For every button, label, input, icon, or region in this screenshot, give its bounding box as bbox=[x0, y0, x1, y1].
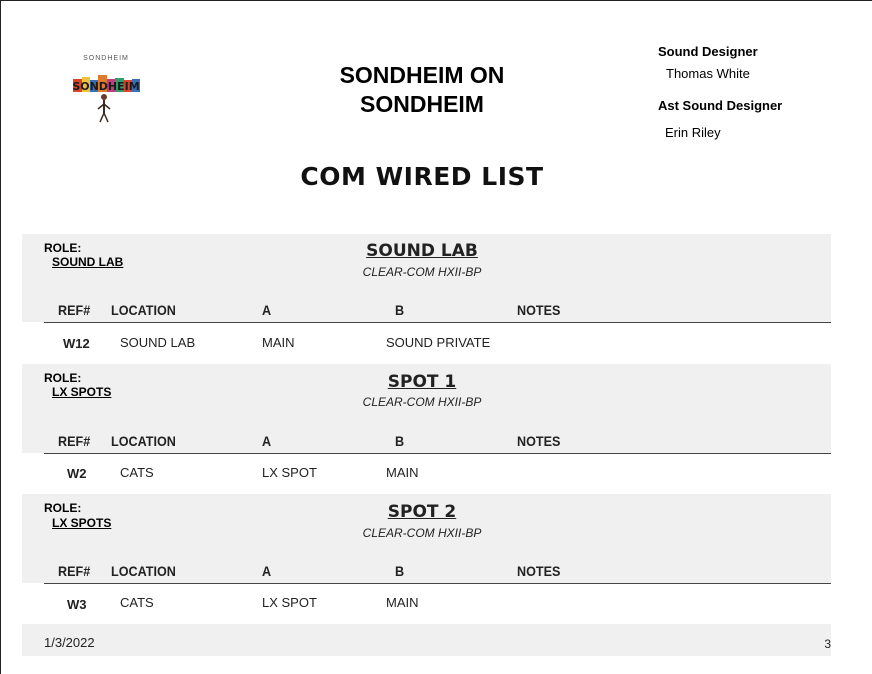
logo-word: SONDHEIM bbox=[72, 80, 140, 93]
column-header-notes: NOTES bbox=[517, 433, 561, 449]
column-header-a: A bbox=[262, 302, 272, 318]
sound-designer-label: Sound Designer bbox=[658, 44, 758, 59]
section-title: SPOT 2 bbox=[387, 502, 457, 522]
page-number: 3 bbox=[824, 637, 831, 651]
row-location: CATS bbox=[120, 465, 154, 480]
row-b: SOUND PRIVATE bbox=[386, 335, 491, 350]
column-header-ref: REF# bbox=[58, 302, 91, 318]
role-value: SOUND LAB bbox=[52, 255, 124, 269]
row-ref: W12 bbox=[63, 336, 90, 351]
row-a: LX SPOT bbox=[262, 595, 317, 610]
footer-date: 1/3/2022 bbox=[44, 635, 95, 650]
column-header-notes: NOTES bbox=[517, 563, 561, 579]
column-header-a: A bbox=[262, 563, 272, 579]
row-b: MAIN bbox=[386, 595, 419, 610]
role-value: LX SPOTS bbox=[52, 516, 112, 530]
header-rule bbox=[44, 583, 831, 584]
show-logo bbox=[67, 55, 145, 125]
footer-band bbox=[22, 624, 831, 656]
header-rule bbox=[44, 453, 831, 454]
asst-designer-name: Erin Riley bbox=[665, 125, 721, 140]
section-device: CLEAR-COM HXII-BP bbox=[362, 395, 482, 409]
column-header-a: A bbox=[262, 433, 272, 449]
row-a: LX SPOT bbox=[262, 465, 317, 480]
role-value: LX SPOTS bbox=[52, 385, 112, 399]
role-label: ROLE: bbox=[44, 371, 82, 385]
row-location: CATS bbox=[120, 595, 154, 610]
column-header-ref: REF# bbox=[58, 433, 91, 449]
section-title: SOUND LAB bbox=[366, 241, 478, 261]
logo-small-text: SONDHEIM bbox=[83, 55, 129, 62]
show-title: SONDHEIM ON SONDHEIM bbox=[339, 62, 505, 117]
list-title: COM WIRED LIST bbox=[300, 162, 544, 191]
column-header-location: LOCATION bbox=[111, 433, 176, 449]
column-header-location: LOCATION bbox=[111, 302, 176, 318]
row-a: MAIN bbox=[262, 335, 295, 350]
section-device: CLEAR-COM HXII-BP bbox=[362, 265, 482, 279]
section-device: CLEAR-COM HXII-BP bbox=[362, 526, 482, 540]
row-location: SOUND LAB bbox=[120, 335, 196, 350]
column-header-ref: REF# bbox=[58, 563, 91, 579]
column-header-b: B bbox=[395, 302, 405, 318]
column-header-location: LOCATION bbox=[111, 563, 176, 579]
column-header-notes: NOTES bbox=[517, 302, 561, 318]
row-b: MAIN bbox=[386, 465, 419, 480]
role-label: ROLE: bbox=[44, 501, 82, 515]
row-ref: W2 bbox=[67, 466, 87, 481]
column-header-b: B bbox=[395, 433, 405, 449]
sound-designer-name: Thomas White bbox=[666, 66, 750, 81]
asst-designer-label: Ast Sound Designer bbox=[658, 98, 783, 113]
column-header-b: B bbox=[395, 563, 405, 579]
header-rule bbox=[44, 322, 831, 323]
row-ref: W3 bbox=[67, 597, 87, 612]
role-label: ROLE: bbox=[44, 241, 82, 255]
logo-artwork-icon bbox=[67, 67, 145, 125]
section-title: SPOT 1 bbox=[387, 372, 457, 392]
